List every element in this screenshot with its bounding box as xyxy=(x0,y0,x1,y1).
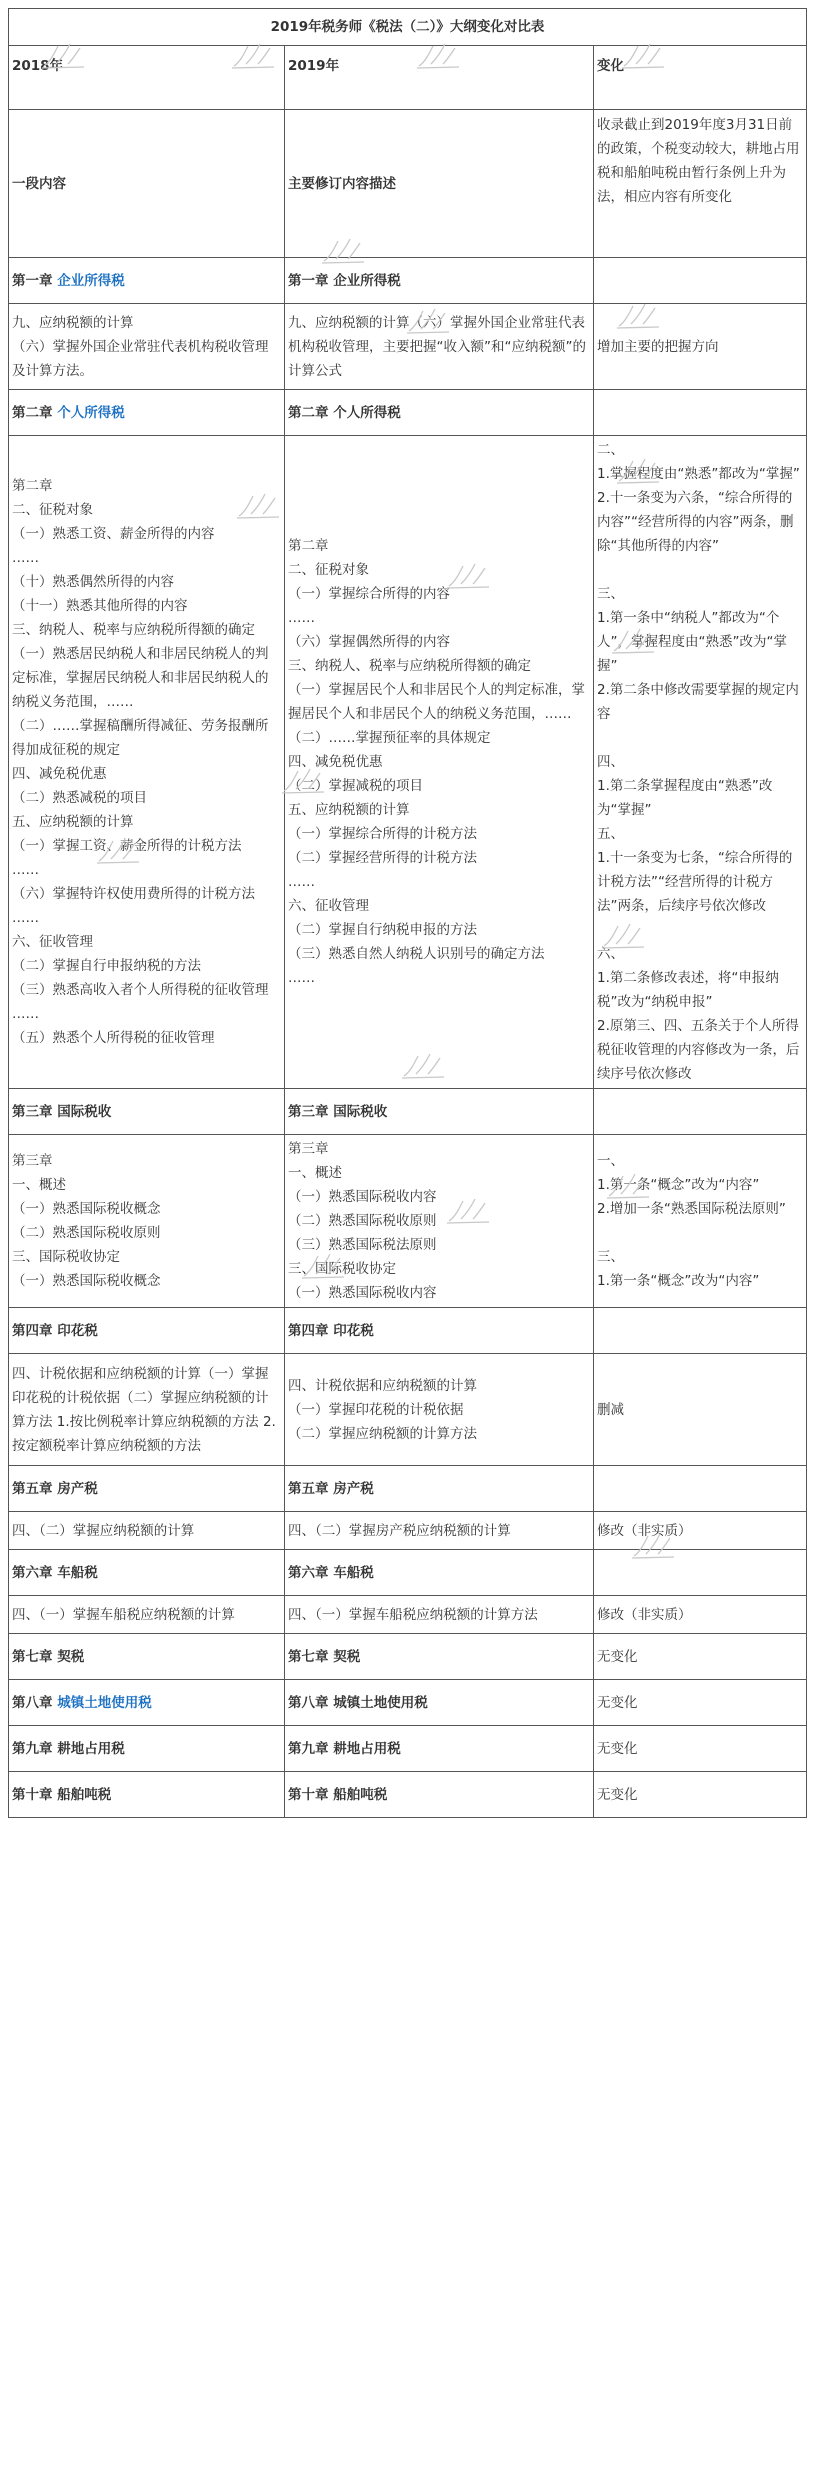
chapter-2018-title: 第八章 xyxy=(12,1694,58,1711)
cell-line: 三、纳税人、税率与应纳税所得额的确定 xyxy=(12,622,255,638)
cell-line: （二）……掌握稿酬所得减征、劳务报酬所得加成征税的规定 xyxy=(12,718,269,758)
content-2018-cell xyxy=(9,1354,285,1466)
chapter-2018-cell xyxy=(9,390,285,436)
intro-2018-cell: 一段内容 xyxy=(9,110,285,258)
chapter-2019-title: 第六章 车船税 xyxy=(285,1550,594,1596)
chapter-2018-title: 第七章 契税 xyxy=(12,1648,85,1665)
cell-line: 四、（二）掌握应纳税额的计算 xyxy=(12,1522,195,1539)
cell-line: 一、概述 xyxy=(288,1165,342,1181)
cell-line: …… xyxy=(12,862,39,878)
content-2019-cell xyxy=(285,436,594,1089)
cell-line: 二、 xyxy=(597,442,624,458)
content-row xyxy=(9,1596,807,1634)
content-2018-cell xyxy=(9,1135,285,1308)
chapter-change-cell xyxy=(594,1089,807,1135)
chapter-2019-title: 第七章 契税 xyxy=(285,1634,594,1680)
chapter-2018-title: 第十章 船舶吨税 xyxy=(12,1786,112,1803)
chapter-change-cell xyxy=(594,390,807,436)
cell-line: （一）掌握综合所得的内容 xyxy=(288,586,450,602)
cell-line: （一）熟悉国际税收概念 xyxy=(12,1273,161,1289)
chapter-row xyxy=(9,258,807,304)
cell-line: 1.第二条掌握程度由“熟悉”改为“掌握” xyxy=(597,778,773,818)
comparison-table xyxy=(8,8,807,1818)
chapter-change-cell xyxy=(594,1466,807,1512)
content-2018-cell xyxy=(9,1512,285,1550)
cell-line: 四、计税依据和应纳税额的计算（一）掌握印花税的计税依据（二）掌握应纳税额的计算方法 1.按比例税率计算应纳税额的方法 2.按定额税率计算应纳税额的方法 xyxy=(12,1365,276,1454)
content-row xyxy=(9,1135,807,1308)
chapter-2018-highlight: 企业所得税 xyxy=(57,272,125,289)
cell-line: 二、征税对象 xyxy=(12,502,93,518)
cell-line: 四、计税依据和应纳税额的计算 xyxy=(288,1377,477,1394)
cell-line: …… xyxy=(288,874,315,890)
chapter-2018-cell xyxy=(9,1089,285,1135)
content-2019-cell xyxy=(285,1354,594,1466)
chapter-change-cell xyxy=(594,258,807,304)
cell-line: （二）熟悉国际税收原则 xyxy=(12,1225,161,1241)
cell-line: （六）掌握特许权使用费所得的计税方法 xyxy=(12,886,255,902)
header-change: 变化 xyxy=(594,46,807,110)
chapter-row xyxy=(9,1772,807,1818)
chapter-2018-title: 第六章 车船税 xyxy=(12,1564,98,1581)
chapter-change-cell xyxy=(594,1550,807,1596)
cell-line: （一）掌握居民个人和非居民个人的判定标准，掌握居民个人和非居民个人的纳税义务范围，…… xyxy=(288,682,585,722)
chapter-2018-title: 第二章 xyxy=(12,404,58,421)
content-row xyxy=(9,1512,807,1550)
chapter-change-cell: 无变化 xyxy=(594,1680,807,1726)
chapter-2018-title: 第五章 房产税 xyxy=(12,1480,98,1497)
content-2019-cell xyxy=(285,304,594,390)
cell-line: 三、纳税人、税率与应纳税所得额的确定 xyxy=(288,658,531,674)
cell-line xyxy=(597,1221,803,1245)
content-row xyxy=(9,1354,807,1466)
cell-line: 1.掌握程度由“熟悉”都改为“掌握” xyxy=(597,466,800,482)
cell-line: 九、应纳税额的计算 xyxy=(12,314,134,331)
cell-line: 增加主要的把握方向 xyxy=(597,338,719,355)
cell-line: …… xyxy=(12,550,39,566)
cell-line: （二）熟悉减税的项目 xyxy=(12,790,147,806)
chapter-2018-title: 第四章 印花税 xyxy=(12,1322,98,1339)
cell-line: 六、 xyxy=(597,946,624,962)
content-2018-cell xyxy=(9,1596,285,1634)
chapter-2018-highlight: 个人所得税 xyxy=(57,404,125,421)
cell-line: （三）熟悉国际税法原则 xyxy=(288,1237,437,1253)
cell-line: 二、征税对象 xyxy=(288,562,369,578)
cell-line: （二）掌握自行申报纳税的方法 xyxy=(12,958,201,974)
chapter-row xyxy=(9,1726,807,1772)
intro-2019-cell: 主要修订内容描述 xyxy=(285,110,594,258)
chapter-2019-title: 第四章 印花税 xyxy=(285,1308,594,1354)
cell-line: 四、（一）掌握车船税应纳税额的计算方法 xyxy=(288,1606,538,1623)
cell-line: 1.第一条“概念”改为“内容” xyxy=(597,1177,760,1193)
cell-line: 第三章 xyxy=(288,1141,329,1157)
chapter-2018-title: 第三章 国际税收 xyxy=(12,1103,112,1120)
chapter-2018-cell xyxy=(9,1680,285,1726)
content-2018-cell xyxy=(9,304,285,390)
cell-line: 第二章 xyxy=(288,538,329,554)
chapter-2018-title: 第九章 耕地占用税 xyxy=(12,1740,125,1757)
content-row xyxy=(9,436,807,1089)
content-change-cell xyxy=(594,1354,807,1466)
cell-line: 第二章 xyxy=(12,478,53,494)
cell-line: …… xyxy=(288,610,315,626)
cell-line: （十）熟悉偶然所得的内容 xyxy=(12,574,174,590)
content-2018-cell xyxy=(9,436,285,1089)
chapter-change-cell: 无变化 xyxy=(594,1772,807,1818)
content-change-cell xyxy=(594,1596,807,1634)
content-change-cell xyxy=(594,1135,807,1308)
cell-line: 五、应纳税额的计算 xyxy=(288,802,410,818)
cell-line: （一）熟悉国际税收内容 xyxy=(288,1285,437,1301)
cell-line: （一）熟悉国际税收内容 xyxy=(288,1189,437,1205)
cell-line: 六、征收管理 xyxy=(12,934,93,950)
cell-line: （二）熟悉国际税收原则 xyxy=(288,1213,437,1229)
cell-line: （二）掌握减税的项目 xyxy=(288,778,423,794)
content-change-cell xyxy=(594,304,807,390)
cell-line: （二）掌握经营所得的计税方法 xyxy=(288,850,477,866)
cell-line: （三）熟悉自然人纳税人识别号的确定方法 xyxy=(288,946,545,962)
cell-line: 三、国际税收协定 xyxy=(288,1261,396,1277)
chapter-2018-cell xyxy=(9,1550,285,1596)
cell-line: 四、减免税优惠 xyxy=(12,766,107,782)
cell-line: （二）掌握自行纳税申报的方法 xyxy=(288,922,477,938)
content-row xyxy=(9,304,807,390)
chapter-2019-title: 第八章 城镇土地使用税 xyxy=(285,1680,594,1726)
chapter-row xyxy=(9,1308,807,1354)
cell-line: 五、应纳税额的计算 xyxy=(12,814,134,830)
cell-line: 2.第二条中修改需要掌握的规定内容 xyxy=(597,682,799,722)
cell-line: （一）熟悉国际税收概念 xyxy=(12,1201,161,1217)
cell-line: 四、减免税优惠 xyxy=(288,754,383,770)
chapter-2019-title: 第一章 企业所得税 xyxy=(285,258,594,304)
cell-line: …… xyxy=(12,910,39,926)
cell-line: （一）掌握工资、薪金所得的计税方法 xyxy=(12,838,242,854)
cell-line xyxy=(597,726,803,750)
chapter-2018-cell xyxy=(9,1726,285,1772)
cell-line: 2.原第三、四、五条关于个人所得税征收管理的内容修改为一条，后续序号依次修改 xyxy=(597,1018,800,1082)
chapter-2018-title: 第一章 xyxy=(12,272,58,289)
chapter-row xyxy=(9,1680,807,1726)
header-row xyxy=(9,46,807,110)
cell-line: （十一）熟悉其他所得的内容 xyxy=(12,598,188,614)
chapter-2019-title: 第三章 国际税收 xyxy=(285,1089,594,1135)
chapter-2018-cell xyxy=(9,1466,285,1512)
chapter-2019-title: 第二章 个人所得税 xyxy=(285,390,594,436)
cell-line: …… xyxy=(288,970,315,986)
cell-line: （六）掌握偶然所得的内容 xyxy=(288,634,450,650)
cell-line: 1.第一条“概念”改为“内容” xyxy=(597,1273,760,1289)
content-2019-cell xyxy=(285,1135,594,1308)
content-change-cell xyxy=(594,1512,807,1550)
intro-row xyxy=(9,110,807,258)
cell-line: 六、征收管理 xyxy=(288,898,369,914)
cell-line: 四、（二）掌握房产税应纳税额的计算 xyxy=(288,1522,511,1539)
intro-change-cell xyxy=(594,110,807,258)
cell-line: 九、应纳税额的计算（六）掌握外国企业常驻代表机构税收管理，主要把握“收入额”和“应纳税额”的计算公式 xyxy=(288,314,586,379)
cell-line: （二）……掌握预征率的具体规定 xyxy=(288,730,491,746)
chapter-change-cell xyxy=(594,1308,807,1354)
cell-line: 三、 xyxy=(597,586,624,602)
chapter-row xyxy=(9,1466,807,1512)
chapter-2019-title: 第九章 耕地占用税 xyxy=(285,1726,594,1772)
chapter-change-cell: 无变化 xyxy=(594,1726,807,1772)
chapter-change-cell: 无变化 xyxy=(594,1634,807,1680)
cell-line: 1.十一条变为七条，“综合所得的计税方法”“经营所得的计税方法”两条，后续序号依次修改 xyxy=(597,850,793,914)
cell-line: 四、（一）掌握车船税应纳税额的计算 xyxy=(12,1606,235,1623)
chapter-2018-cell xyxy=(9,1772,285,1818)
chapter-2018-cell xyxy=(9,258,285,304)
cell-line: （一）掌握印花税的计税依据 xyxy=(288,1401,464,1418)
cell-line xyxy=(597,558,803,582)
header-2018: 2018年 xyxy=(9,46,285,110)
cell-line: 2.十一条变为六条，“综合所得的内容”“经营所得的内容”两条，删除“其他所得的内容” xyxy=(597,490,794,554)
chapter-row xyxy=(9,1550,807,1596)
cell-line: （一）熟悉工资、薪金所得的内容 xyxy=(12,526,215,542)
cell-line: 修改（非实质） xyxy=(597,1606,692,1623)
cell-line: 五、 xyxy=(597,826,624,842)
cell-line: 一、 xyxy=(597,1153,624,1169)
chapter-row xyxy=(9,1634,807,1680)
chapter-row xyxy=(9,390,807,436)
content-2019-cell xyxy=(285,1512,594,1550)
cell-line: 删减 xyxy=(597,1401,624,1418)
intro-change-text: 收录截止到2019年度3月31日前的政策，个税变动较大，耕地占用税和船舶吨税由暂行条例上升为法，相应内容有所变化 xyxy=(597,117,800,205)
cell-line: 2.增加一条“熟悉国际税法原则” xyxy=(597,1201,786,1217)
content-2019-cell xyxy=(285,1596,594,1634)
cell-line: 三、 xyxy=(597,1249,624,1265)
content-change-cell xyxy=(594,436,807,1089)
cell-line xyxy=(597,918,803,942)
cell-line: 一、概述 xyxy=(12,1177,66,1193)
cell-line: 三、国际税收协定 xyxy=(12,1249,120,1265)
chapter-2018-cell xyxy=(9,1634,285,1680)
cell-line: （二）掌握应纳税额的计算方法 xyxy=(288,1425,477,1442)
table-title: 2019年税务师《税法（二）》大纲变化对比表 xyxy=(9,9,807,46)
chapter-2018-cell xyxy=(9,1308,285,1354)
cell-line: 1.第一条中“纳税人”都改为“个人”，掌握程度由“熟悉”改为“掌握” xyxy=(597,610,787,674)
cell-line: （三）熟悉高收入者个人所得税的征收管理 xyxy=(12,982,269,998)
chapter-2019-title: 第五章 房产税 xyxy=(285,1466,594,1512)
cell-line: 四、 xyxy=(597,754,624,770)
chapter-2019-title: 第十章 船舶吨税 xyxy=(285,1772,594,1818)
cell-line: （五）熟悉个人所得税的征收管理 xyxy=(12,1030,215,1046)
chapter-row xyxy=(9,1089,807,1135)
table-title-row xyxy=(9,9,807,46)
cell-line: 修改（非实质） xyxy=(597,1522,692,1539)
cell-line: （一）掌握综合所得的计税方法 xyxy=(288,826,477,842)
cell-line: （一）熟悉居民纳税人和非居民纳税人的判定标准，掌握居民纳税人和非居民纳税人的纳税义务范围，…… xyxy=(12,646,269,710)
cell-line: …… xyxy=(12,1006,39,1022)
header-2019: 2019年 xyxy=(285,46,594,110)
cell-line: 第三章 xyxy=(12,1153,53,1169)
cell-line: （六）掌握外国企业常驻代表机构税收管理及计算方法。 xyxy=(12,338,269,379)
cell-line: 1.第二条修改表述，将“申报纳税”改为“纳税申报” xyxy=(597,970,779,1010)
chapter-2018-highlight: 城镇土地使用税 xyxy=(57,1694,152,1711)
